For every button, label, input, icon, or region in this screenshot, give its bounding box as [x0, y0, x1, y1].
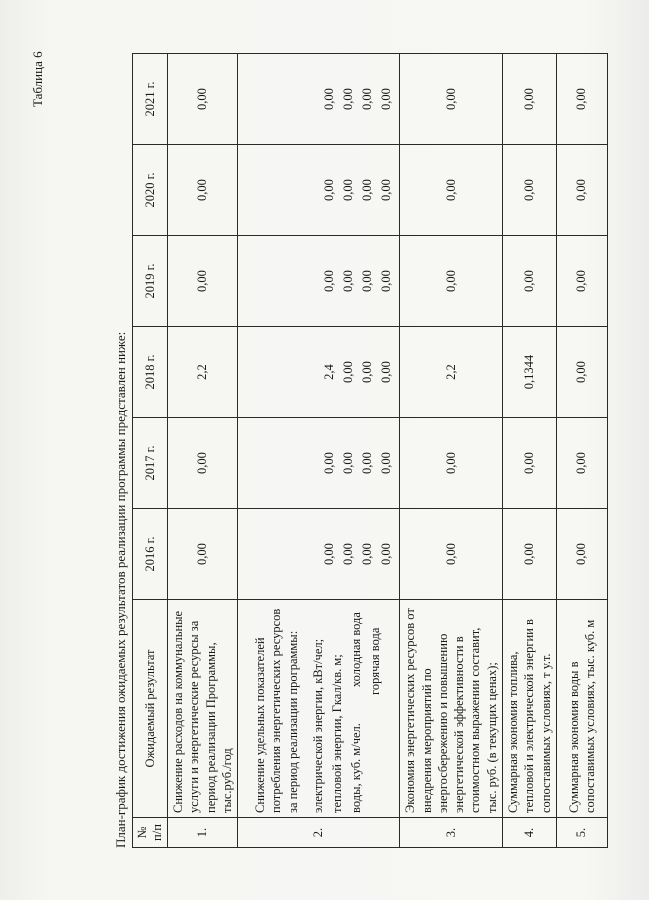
- values-2016: [238, 509, 400, 600]
- value-cell: 0,00: [360, 361, 374, 383]
- header-2017: 2017 г.: [133, 418, 168, 509]
- header-2021: 2021 г.: [133, 54, 168, 145]
- value-2019: 0,00: [503, 236, 557, 327]
- plan-table: [132, 53, 608, 848]
- row-result: Снижение расходов на коммунальные услуги и энергетические ресурсы за период реализации Программы, тыс.руб./год: [168, 600, 238, 818]
- value-2021: 0,00: [400, 54, 503, 145]
- value-cell: 0,00: [341, 452, 355, 474]
- header-no: № п/п: [133, 818, 168, 848]
- value-2017: 0,00: [503, 418, 557, 509]
- table-row: [238, 54, 400, 848]
- sub-label-heat: тепловой энергии, Гкал/кв. м;: [329, 654, 344, 813]
- value-2018: 0,00: [556, 327, 607, 418]
- table-header-row: [133, 54, 168, 848]
- value-cell: 0,00: [360, 270, 374, 292]
- value-2020: 0,00: [400, 145, 503, 236]
- value-cell: 0,00: [360, 452, 374, 474]
- value-2019: 0,00: [556, 236, 607, 327]
- value-2016: 0,00: [400, 509, 503, 600]
- header-2020: 2020 г.: [133, 145, 168, 236]
- row-result: [238, 600, 400, 818]
- values-2021: [238, 54, 400, 145]
- value-2020: 0,00: [168, 145, 238, 236]
- value-cell: 0,00: [322, 543, 336, 565]
- table-row: [400, 54, 503, 848]
- table-caption: Таблица 6: [30, 51, 45, 107]
- value-2017: 0,00: [400, 418, 503, 509]
- value-cell: 0,00: [360, 88, 374, 110]
- value-2016: 0,00: [556, 509, 607, 600]
- value-cell: 0,00: [322, 452, 336, 474]
- value-cell: 0,00: [341, 361, 355, 383]
- value-2021: 0,00: [503, 54, 557, 145]
- value-2020: 0,00: [503, 145, 557, 236]
- header-2018: 2018 г.: [133, 327, 168, 418]
- value-cell: 0,00: [360, 179, 374, 201]
- table-row: [168, 54, 238, 848]
- value-2018: 2,2: [168, 327, 238, 418]
- row-number: 3.: [400, 818, 503, 848]
- sub-label-water: [347, 604, 366, 813]
- value-cell: 0,00: [322, 88, 336, 110]
- row-number: 5.: [556, 818, 607, 848]
- value-2016: 0,00: [503, 509, 557, 600]
- value-cell: 0,00: [322, 270, 336, 292]
- header-2016: 2016 г.: [133, 509, 168, 600]
- value-2017: 0,00: [168, 418, 238, 509]
- value-cell: 0,00: [379, 543, 393, 565]
- value-cell: 2,4: [322, 364, 336, 380]
- value-cell: 0,00: [360, 543, 374, 565]
- value-2018: 2,2: [400, 327, 503, 418]
- row-number: 2.: [238, 818, 400, 848]
- sub-label-water-text: воды, куб. м/чел.: [348, 723, 363, 813]
- value-2020: 0,00: [556, 145, 607, 236]
- values-2019: [238, 236, 400, 327]
- value-cell: 0,00: [379, 361, 393, 383]
- value-cell: 0,00: [379, 452, 393, 474]
- value-2019: 0,00: [168, 236, 238, 327]
- sub-label-electric: электрической энергии, кВт/чел;: [310, 638, 325, 813]
- value-cell: 0,00: [379, 270, 393, 292]
- value-2016: 0,00: [168, 509, 238, 600]
- intro-text: План-график достижения ожидаемых результатов реализации программы представлен ниже:: [113, 331, 128, 848]
- table-row: [556, 54, 607, 848]
- value-cell: 0,00: [379, 88, 393, 110]
- value-cell: 0,00: [341, 179, 355, 201]
- row-result: Суммарная экономия топлива, тепловой и электрической энергии в сопоставимых условиях, т у.т.: [503, 600, 557, 818]
- row-result: Экономия энергетических ресурсов от внедрения мероприятий по энергосбережению и повышению энергетической эффективности в стоимостном выражении составит, тыс. руб. (в текущих ценах);: [400, 600, 503, 818]
- value-cell: 0,00: [379, 179, 393, 201]
- value-2017: 0,00: [556, 418, 607, 509]
- sub-label-cold-water: холодная вода: [348, 612, 363, 688]
- table-row: [503, 54, 557, 848]
- header-2019: 2019 г.: [133, 236, 168, 327]
- value-2019: 0,00: [400, 236, 503, 327]
- value-cell: 0,00: [341, 270, 355, 292]
- header-result: Ожидаемый результат: [133, 600, 168, 818]
- value-cell: 0,00: [341, 88, 355, 110]
- row-number: 4.: [503, 818, 557, 848]
- row-result-head: Снижение удельных показателей потребления энергетических ресурсов за период реализации программы:: [253, 608, 300, 813]
- row-result: Суммарная экономия воды в сопоставимых условиях, тыс. куб. м: [556, 600, 607, 818]
- value-cell: 0,00: [341, 543, 355, 565]
- values-2017: [238, 418, 400, 509]
- value-2021: 0,00: [556, 54, 607, 145]
- values-2020: [238, 145, 400, 236]
- row-number: 1.: [168, 818, 238, 848]
- sub-label-hot-water: горячая вода: [367, 627, 382, 695]
- value-2021: 0,00: [168, 54, 238, 145]
- value-cell: 0,00: [322, 179, 336, 201]
- values-2018: [238, 327, 400, 418]
- value-2018: 0,1344: [503, 327, 557, 418]
